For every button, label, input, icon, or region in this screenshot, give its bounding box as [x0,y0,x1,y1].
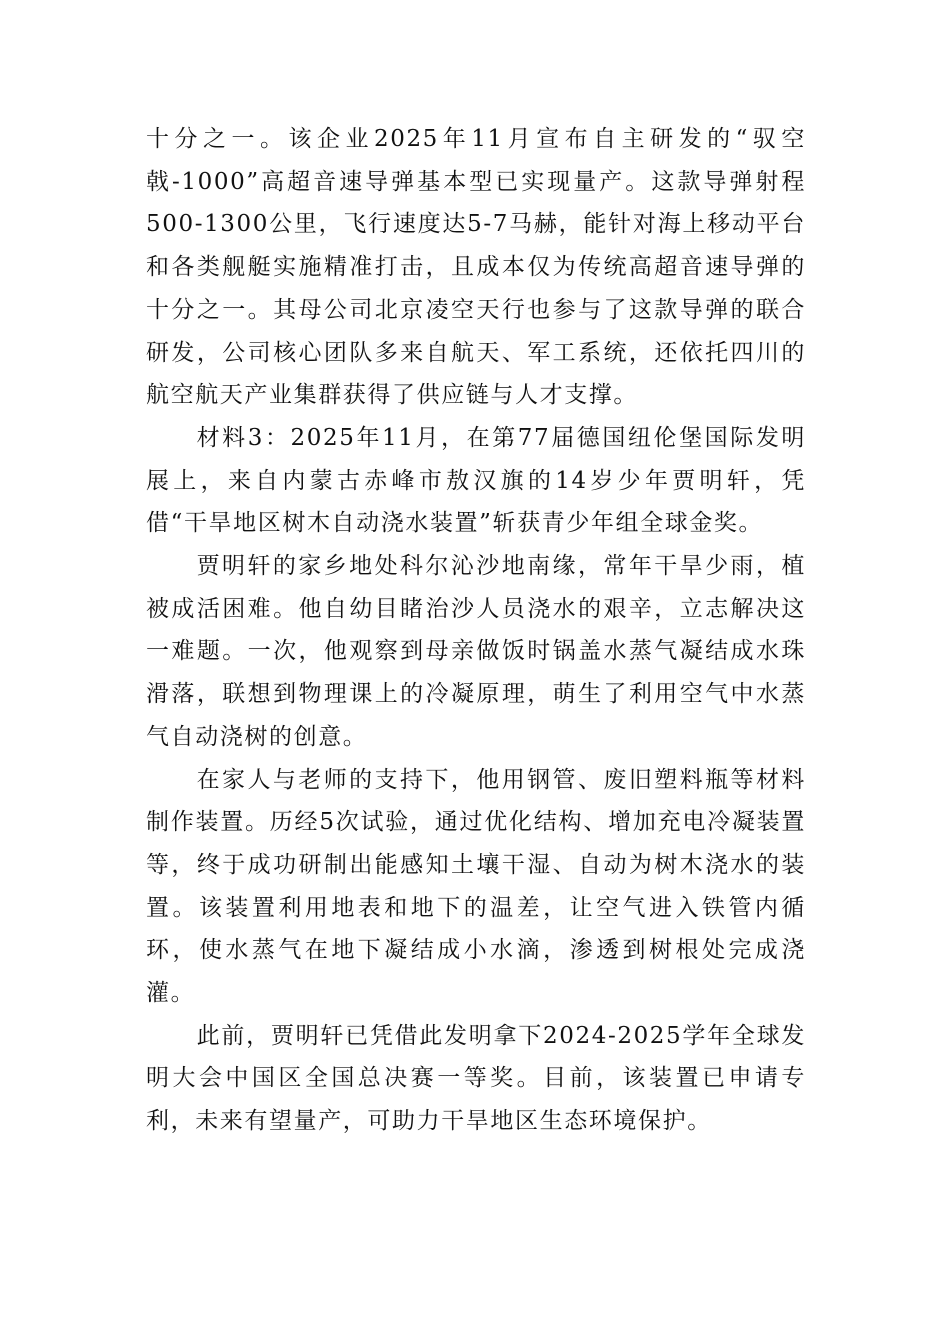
paragraph-hometown: 贾明轩的家乡地处科尔沁沙地南缘，常年干旱少雨，植被成活困难。他自幼目睹治沙人员浇水的艰辛，立志解决这一难题。一次，他观察到母亲做饭时锅盖水蒸气凝结成水珠滑落，联想到物理课上的冷凝原理，萌生了利用空气中水蒸气自动浇树的创意。 [146,553,806,750]
paragraph-continued: 十分之一。该企业2025年11月宣布自主研发的“驭空戟-1000”高超音速导弹基本型已实现量产。这款导弹射程500-1300公里，飞行速度达5-7马赫，能针对海上移动平台和各类舰艇实施精准打击，且成本仅为传统高超音速导弹的十分之一。其母公司北京凌空天行也参与了这款导弹的联合研发，公司核心团队多来自航天、军工系统，还依托四川的航空航天产业集群获得了供应链与人才支撑。 [146,126,806,409]
paragraph-device: 在家人与老师的支持下，他用钢管、废旧塑料瓶等材料制作装置。历经5次试验，通过优化结构、增加充电冷凝装置等，终于成功研制出能感知土壤干湿、自动为树木浇水的装置。该装置利用地表和地下的温差，让空气进入铁管内循环，使水蒸气在地下凝结成小水滴，渗透到树根处完成浇灌。 [146,766,806,1007]
document-body [146,118,806,1143]
paragraph-award: 此前，贾明轩已凭借此发明拿下2024-2025学年全球发明大会中国区全国总决赛一等奖。目前，该装置已申请专利，未来有望量产，可助力干旱地区生态环境保护。 [146,1022,806,1135]
paragraph-material-3: 材料3：2025年11月，在第77届德国纽伦堡国际发明展上，来自内蒙古赤峰市敖汉旗的14岁少年贾明轩，凭借“干旱地区树木自动浇水装置”斩获青少年组全球金奖。 [146,424,806,537]
